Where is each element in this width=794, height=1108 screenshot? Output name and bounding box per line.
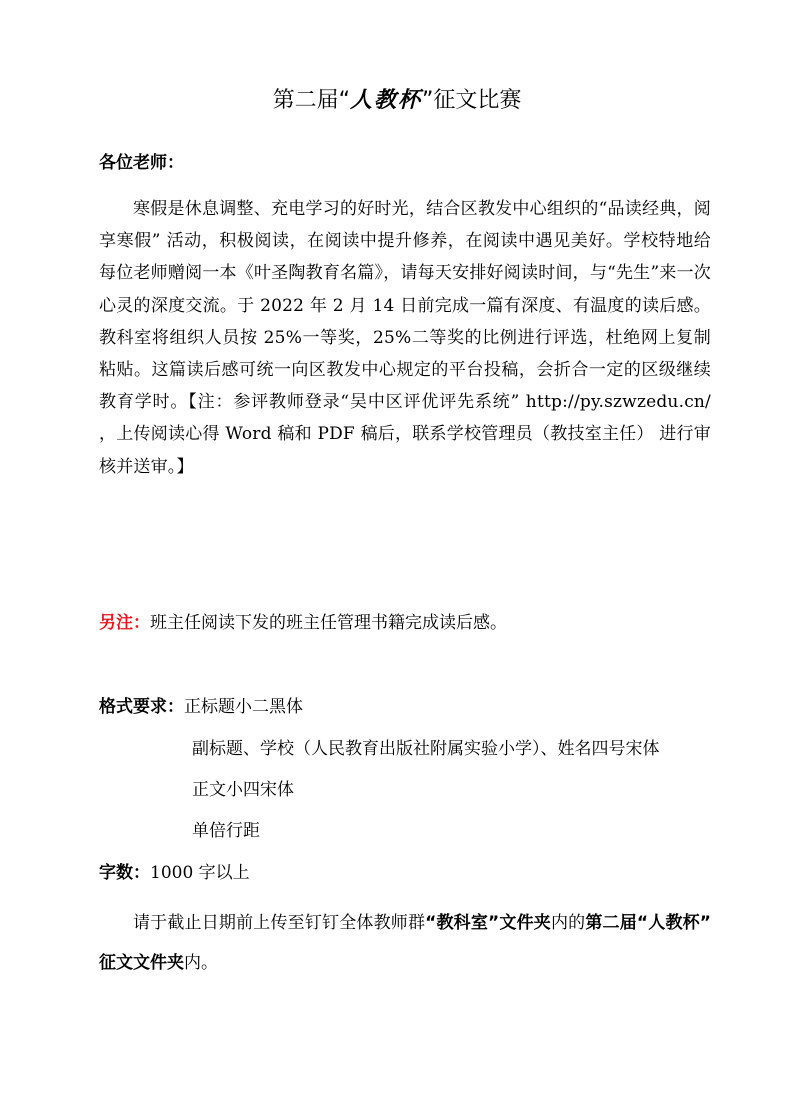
note-label: 另注：	[99, 613, 150, 633]
title-prefix: 第二届“	[272, 88, 350, 113]
word-count-label: 字数：	[99, 863, 150, 883]
format-item: 副标题、学校（人民教育出版社附属实验小学）、姓名四号宋体	[192, 739, 660, 759]
body-paragraph: 寒假是休息调整、充电学习的好时光，结合区教发中心组织的“品读经典，阅享寒假” 活动，积极阅读，在阅读中提升修养，在阅读中遇见美好。学校特地给每位老师赠阅一本《叶圣陶教育名篇》，请每天安排好阅读时间，与“先生”来一次心灵的深度交流。于 2022 年 2 月 14 日前完成一篇有深度、有温度的读后感。教科室将组织人员按 25%一等奖，25%二等奖的比例进行评选，杜绝网上复制粘贴。这篇读后感可统一向区教发中心规定的平台投稿，会折合一定的区级继续教育学时。【注：参评教师登录“吴中区评优评先系统” http://py.szwzedu.cn/ ，上传阅读心得 Word 稿和 PDF 稿后，联系学校管理员（教技室主任） 进行审核并送审。】	[99, 199, 711, 477]
submission-text: 内的	[550, 913, 586, 933]
word-count-row	[99, 861, 250, 885]
note-text: 班主任阅读下发的班主任管理书籍完成读后感。	[150, 613, 507, 633]
format-item: 正标题小二黑体	[184, 697, 303, 717]
submission-folder-name: “教科室”文件夹	[425, 913, 551, 933]
title-script: 人教杯	[349, 87, 422, 113]
salutation: 各位老师：	[99, 153, 184, 173]
word-count-value: 1000 字以上	[150, 863, 250, 883]
title-suffix: ”征文比赛	[422, 88, 522, 113]
format-item: 正文小四宋体	[192, 780, 294, 800]
format-item: 单倍行距	[192, 821, 260, 841]
format-row	[99, 695, 303, 719]
submission-text: 内。	[184, 953, 218, 973]
format-label: 格式要求：	[99, 697, 184, 717]
submission-paragraph	[99, 903, 711, 983]
submission-text: 请于截止日期前上传至钉钉全体教师群	[133, 913, 426, 933]
submission-subfolder-name: 第二届“人教杯” 征文文件夹	[99, 913, 711, 973]
note-row	[99, 611, 507, 635]
page-title	[0, 84, 794, 117]
